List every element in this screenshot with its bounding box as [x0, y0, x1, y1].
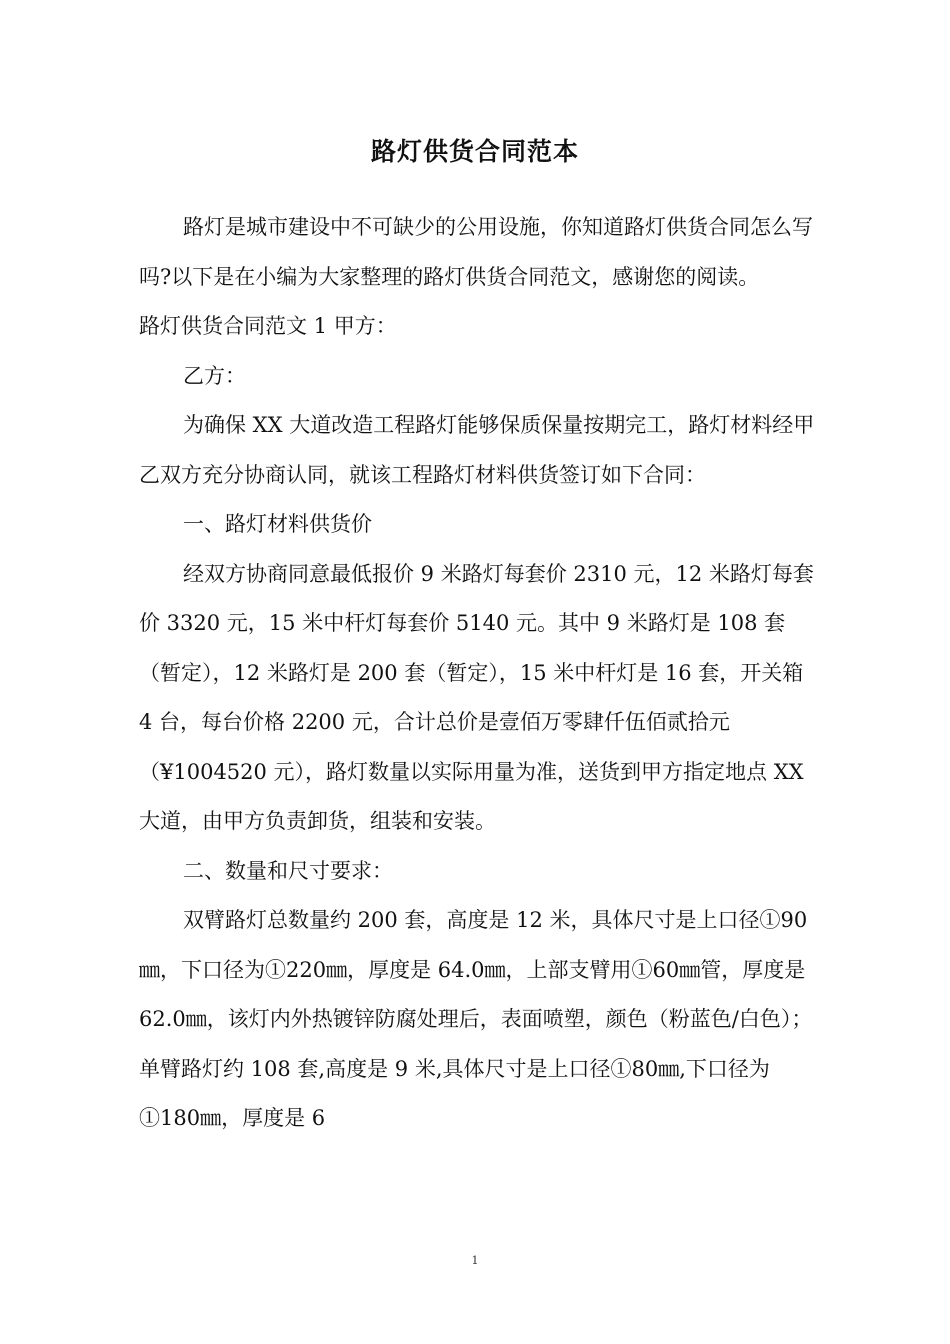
paragraph-intro: 路灯是城市建设中不可缺少的公用设施，你知道路灯供货合同怎么写吗?以下是在小编为大家整理的路灯供货合同范文，感谢您的阅读。: [139, 215, 813, 289]
section-heading-price: 一、路灯材料供货价: [183, 512, 372, 536]
page-number: 1: [471, 1254, 479, 1267]
paragraph-price: 经双方协商同意最低报价 9 米路灯每套价 2310 元，12 米路灯每套价 3320 元，15 米中杆灯每套价 5140 元。其中 9 米路灯是 108 套（暂定），12 米路灯是 200 套（暂定），15 米中杆灯是 16 套，开关箱 4 台，每台价格 2200 元，合计总价是壹佰万零肆仟伍佰贰拾元（¥1004520 元），路灯数量以实际用量为准，送货到甲方指定地点 XX 大道，由甲方负责卸货，组装和安装。: [139, 561, 814, 833]
document-title: 路灯供货合同范本: [370, 137, 579, 166]
paragraph-party-b: 乙方：: [183, 363, 246, 388]
paragraph-quantity: 双臂路灯总数量约 200 套，高度是 12 米，具体尺寸是上口径①90㎜，下口径为①220㎜，厚度是 64.0㎜，上部支臂用①60㎜管，厚度是 62.0㎜，该灯内外热镀锌防腐处理后，表面喷塑，颜色（粉蓝色/白色）；单臂路灯约 108 套,高度是 9 米,具体尺寸是上口径①80㎜,下口径为①180㎜，厚度是 6: [139, 908, 813, 1130]
document-body: [139, 203, 817, 1144]
paragraph-contract-heading: 路灯供货合同范文 1 甲方：: [139, 314, 397, 338]
paragraph-purpose: 为确保 XX 大道改造工程路灯能够保质保量按期完工，路灯材料经甲乙双方充分协商认同，就该工程路灯材料供货签订如下合同：: [139, 413, 815, 487]
section-heading-quantity: 二、数量和尺寸要求：: [183, 858, 393, 883]
